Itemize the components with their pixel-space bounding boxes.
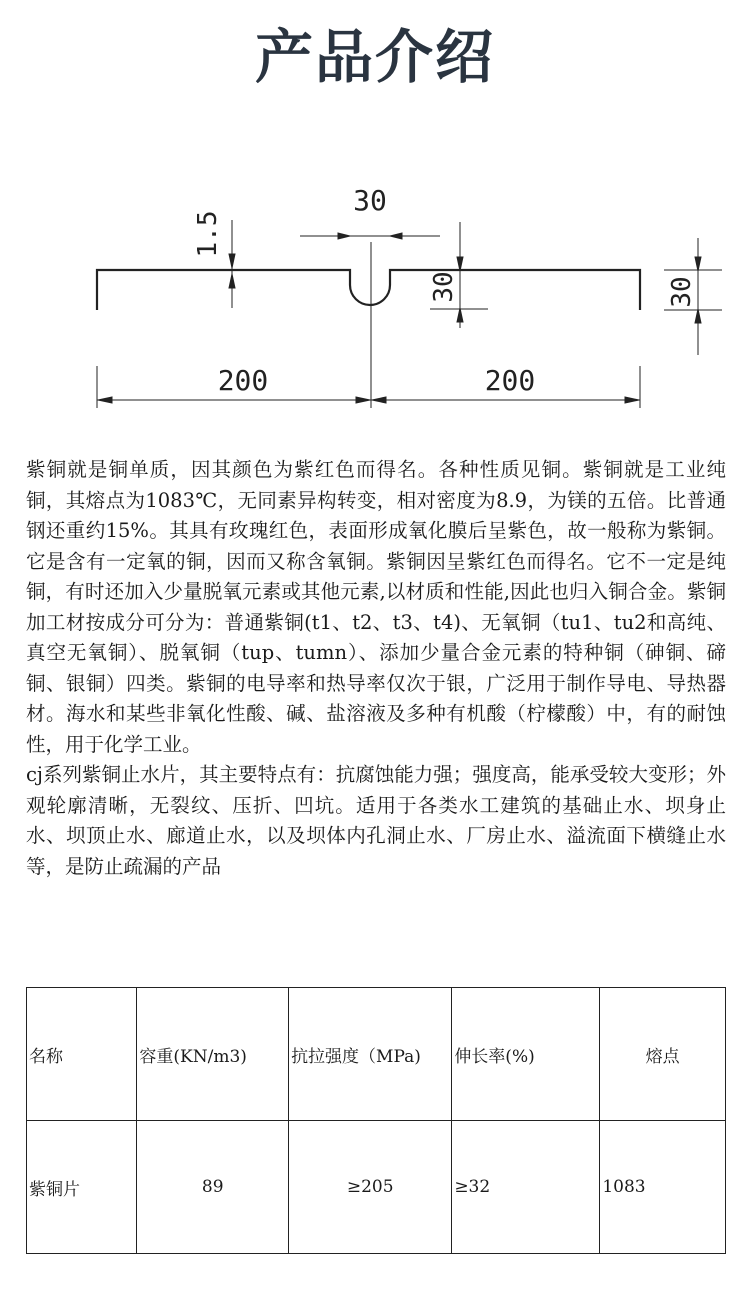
header-elongation: 伸长率(%) [452,988,600,1121]
description-paragraph-2: cj系列紫铜止水片，其主要特点有：抗腐蚀能力强；强度高，能承受较大变形；外观轮廓清晰，无裂纹、压折、凹坑。适用于各类水工建筑的基础止水、坝身止水、坝顶止水、廊道止水，以及坝体内孔洞止水、厂房止水、溢流面下横缝止水等，是防止疏漏的产品 [26,763,726,878]
cell-density: 89 [137,1121,289,1254]
spec-table [26,987,726,1254]
copper-waterstop-drawing [0,150,750,430]
dim-edge-height: 30 [667,276,697,308]
table-row [27,1121,726,1254]
product-description [26,455,726,882]
waterstop-profile [97,270,640,310]
dim-top-gap: 30 [353,184,387,217]
description-paragraph-1: 紫铜就是铜单质，因其颜色为紫红色而得名。各种性质见铜。紫铜就是工业纯铜，其熔点为1083℃，无同素异构转变，相对密度为8.9，为镁的五倍。比普通钢还重约15%。其具有玫瑰红色，表面形成氧化膜后呈紫色，故一般称为紫铜。它是含有一定氧的铜，因而又称含氧铜。紫铜因呈紫红色而得名。它不一定是纯铜，有时还加入少量脱氧元素或其他元素,以材质和性能,因此也归入铜合金。紫铜加工材按成分可分为：普通紫铜(t1、t2、t3、t4)、无氧铜（tu1、tu2和高纯、真空无氧铜）、脱氧铜（tup、tumn）、添加少量合金元素的特种铜（砷铜、碲铜、银铜）四类。紫铜的电导率和热导率仅次于银，广泛用于制作导电、导热器材。海水和某些非氧化性酸、碱、盐溶液及多种有机酸（柠檬酸）中，有的耐蚀性，用于化学工业。 [26,458,726,756]
cell-melting-point: 1083 [600,1121,726,1254]
page-title: 产品介绍 [254,23,495,91]
cell-tensile-strength: ≥205 [289,1121,452,1254]
cell-elongation: ≥32 [452,1121,600,1254]
header-density: 容重(KN/m3) [137,988,289,1121]
dim-right-width: 200 [484,364,536,397]
dim-left-width: 200 [217,364,269,397]
header-tensile-strength: 抗拉强度（MPa) [289,988,452,1121]
table-header-row [27,988,726,1121]
dim-thickness: 1.5 [193,210,223,258]
dim-groove-depth: 30 [429,271,459,303]
header-melting-point: 熔点 [600,988,726,1121]
cell-name: 紫铜片 [27,1121,137,1254]
header-name: 名称 [27,988,137,1121]
